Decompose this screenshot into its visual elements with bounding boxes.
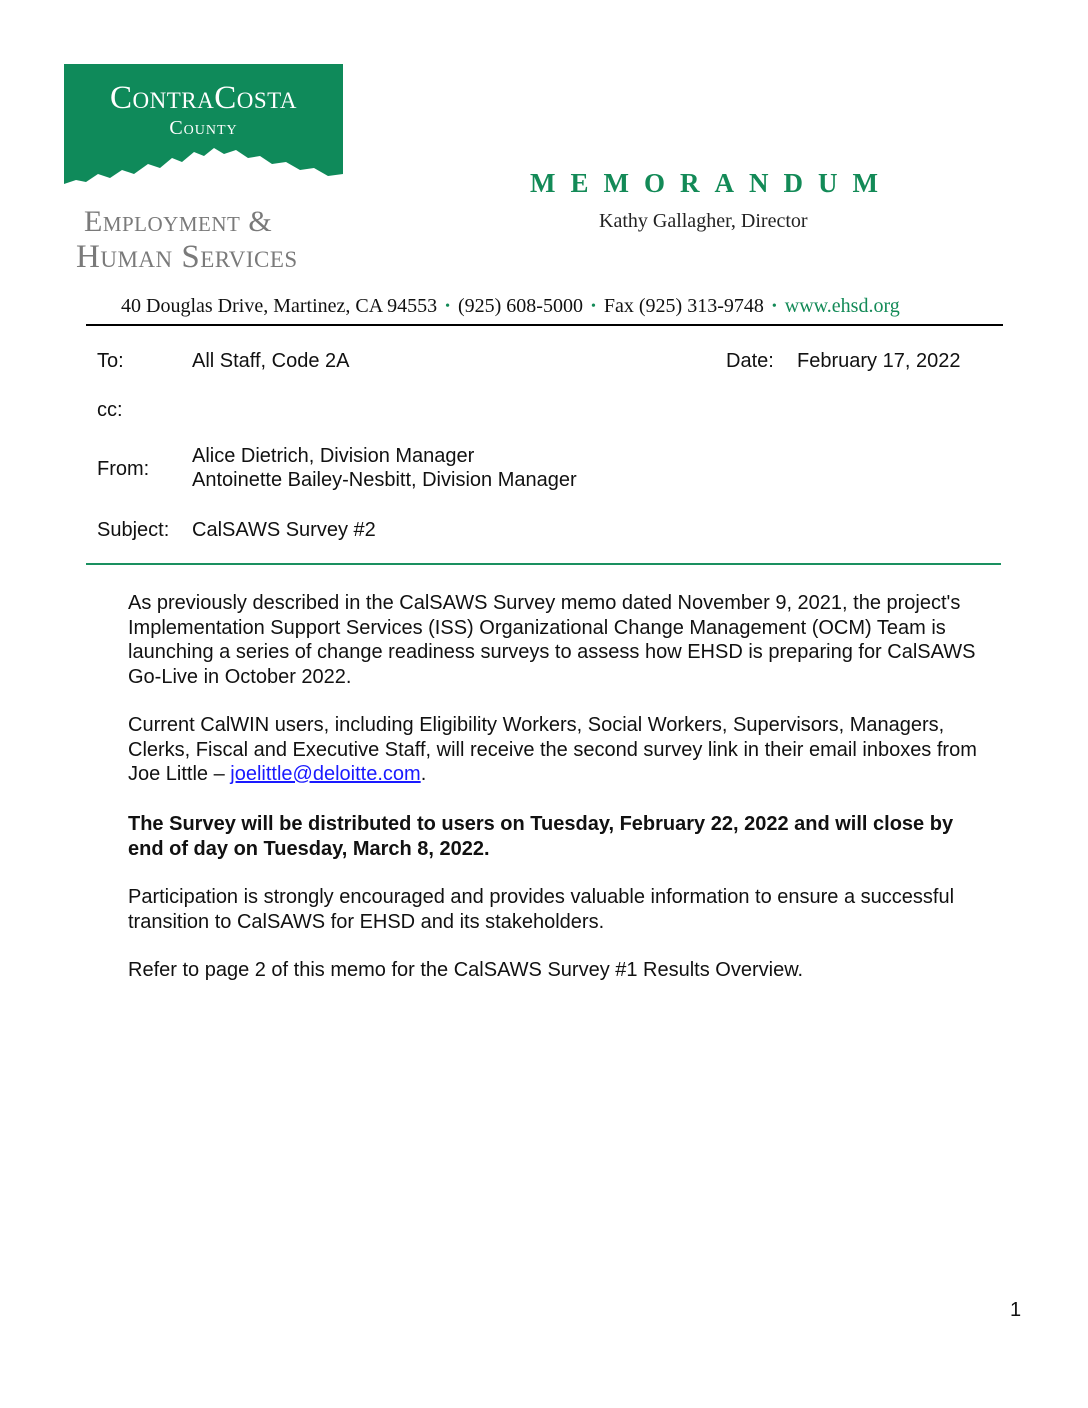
subject-label: Subject: (97, 519, 170, 541)
body-paragraph-3: The Survey will be distributed to users on Tuesday, February 22, 2022 and will close by end of day on Tuesday, March 8, 2022. (128, 813, 954, 860)
body-paragraph-2 (128, 713, 988, 787)
website-link[interactable]: www.ehsd.org (784, 295, 900, 317)
fax-number: Fax (925) 313-9748 (603, 295, 764, 317)
subject-divider (86, 563, 1001, 565)
body-paragraph-4: Participation is strongly encouraged and provides valuable information to ensure a successful transition to CalSAWS for EHSD and its stakeholders. (128, 886, 955, 933)
body-paragraph-5: Refer to page 2 of this memo for the CalSAWS Survey #1 Results Overview. (128, 959, 804, 981)
date-value: February 17, 2022 (797, 350, 961, 372)
memorandum-title: MEMORANDUM (530, 168, 893, 198)
header-divider (86, 324, 1003, 326)
from-line-1: Alice Dietrich, Division Manager (192, 445, 475, 467)
cc-label: cc: (97, 399, 123, 421)
email-link[interactable]: joelittle@deloitte.com (230, 763, 421, 785)
paragraph-2-text: Current CalWIN users, including Eligibility Workers, Social Workers, Supervisors, Managers, Clerks, Fiscal and Executive Staff, will receive the second survey link in their email inboxes from Joe Little – (128, 714, 977, 785)
logo-employment-text: Employment & (84, 205, 273, 238)
logo-county-text: County (169, 117, 238, 139)
paragraph-2-end: . (420, 763, 427, 785)
director-name: Kathy Gallagher, Director (599, 210, 808, 232)
to-label: To: (97, 350, 124, 372)
body-paragraph-1: As previously described in the CalSAWS Survey memo dated November 9, 2021, the project's Implementation Support Services (ISS) Organizational Change Management (OCM) Team is launching a series of change readiness surveys to assess how EHSD is preparing for CalSAWS Go-Live in October 2022. (128, 592, 976, 688)
from-label: From: (97, 458, 150, 480)
logo-human-services-text: Human Services (76, 239, 298, 275)
to-value: All Staff, Code 2A (192, 350, 350, 372)
page-number: 1 (1010, 1299, 1022, 1321)
mountain-icon (64, 144, 343, 204)
bullet-separator: • (445, 299, 450, 314)
subject-value: CalSAWS Survey #2 (192, 519, 376, 541)
from-line-2: Antoinette Bailey-Nesbitt, Division Manager (192, 469, 577, 491)
county-logo (64, 64, 343, 204)
date-label: Date: (726, 350, 774, 372)
bullet-separator: • (771, 299, 777, 314)
address-line (121, 292, 1001, 321)
bullet-separator: • (590, 299, 596, 314)
logo-contra-costa-text: ContraCosta (110, 80, 297, 116)
phone-number: (925) 608-5000 (457, 295, 583, 317)
street-address: 40 Douglas Drive, Martinez, CA 94553 (121, 295, 438, 317)
